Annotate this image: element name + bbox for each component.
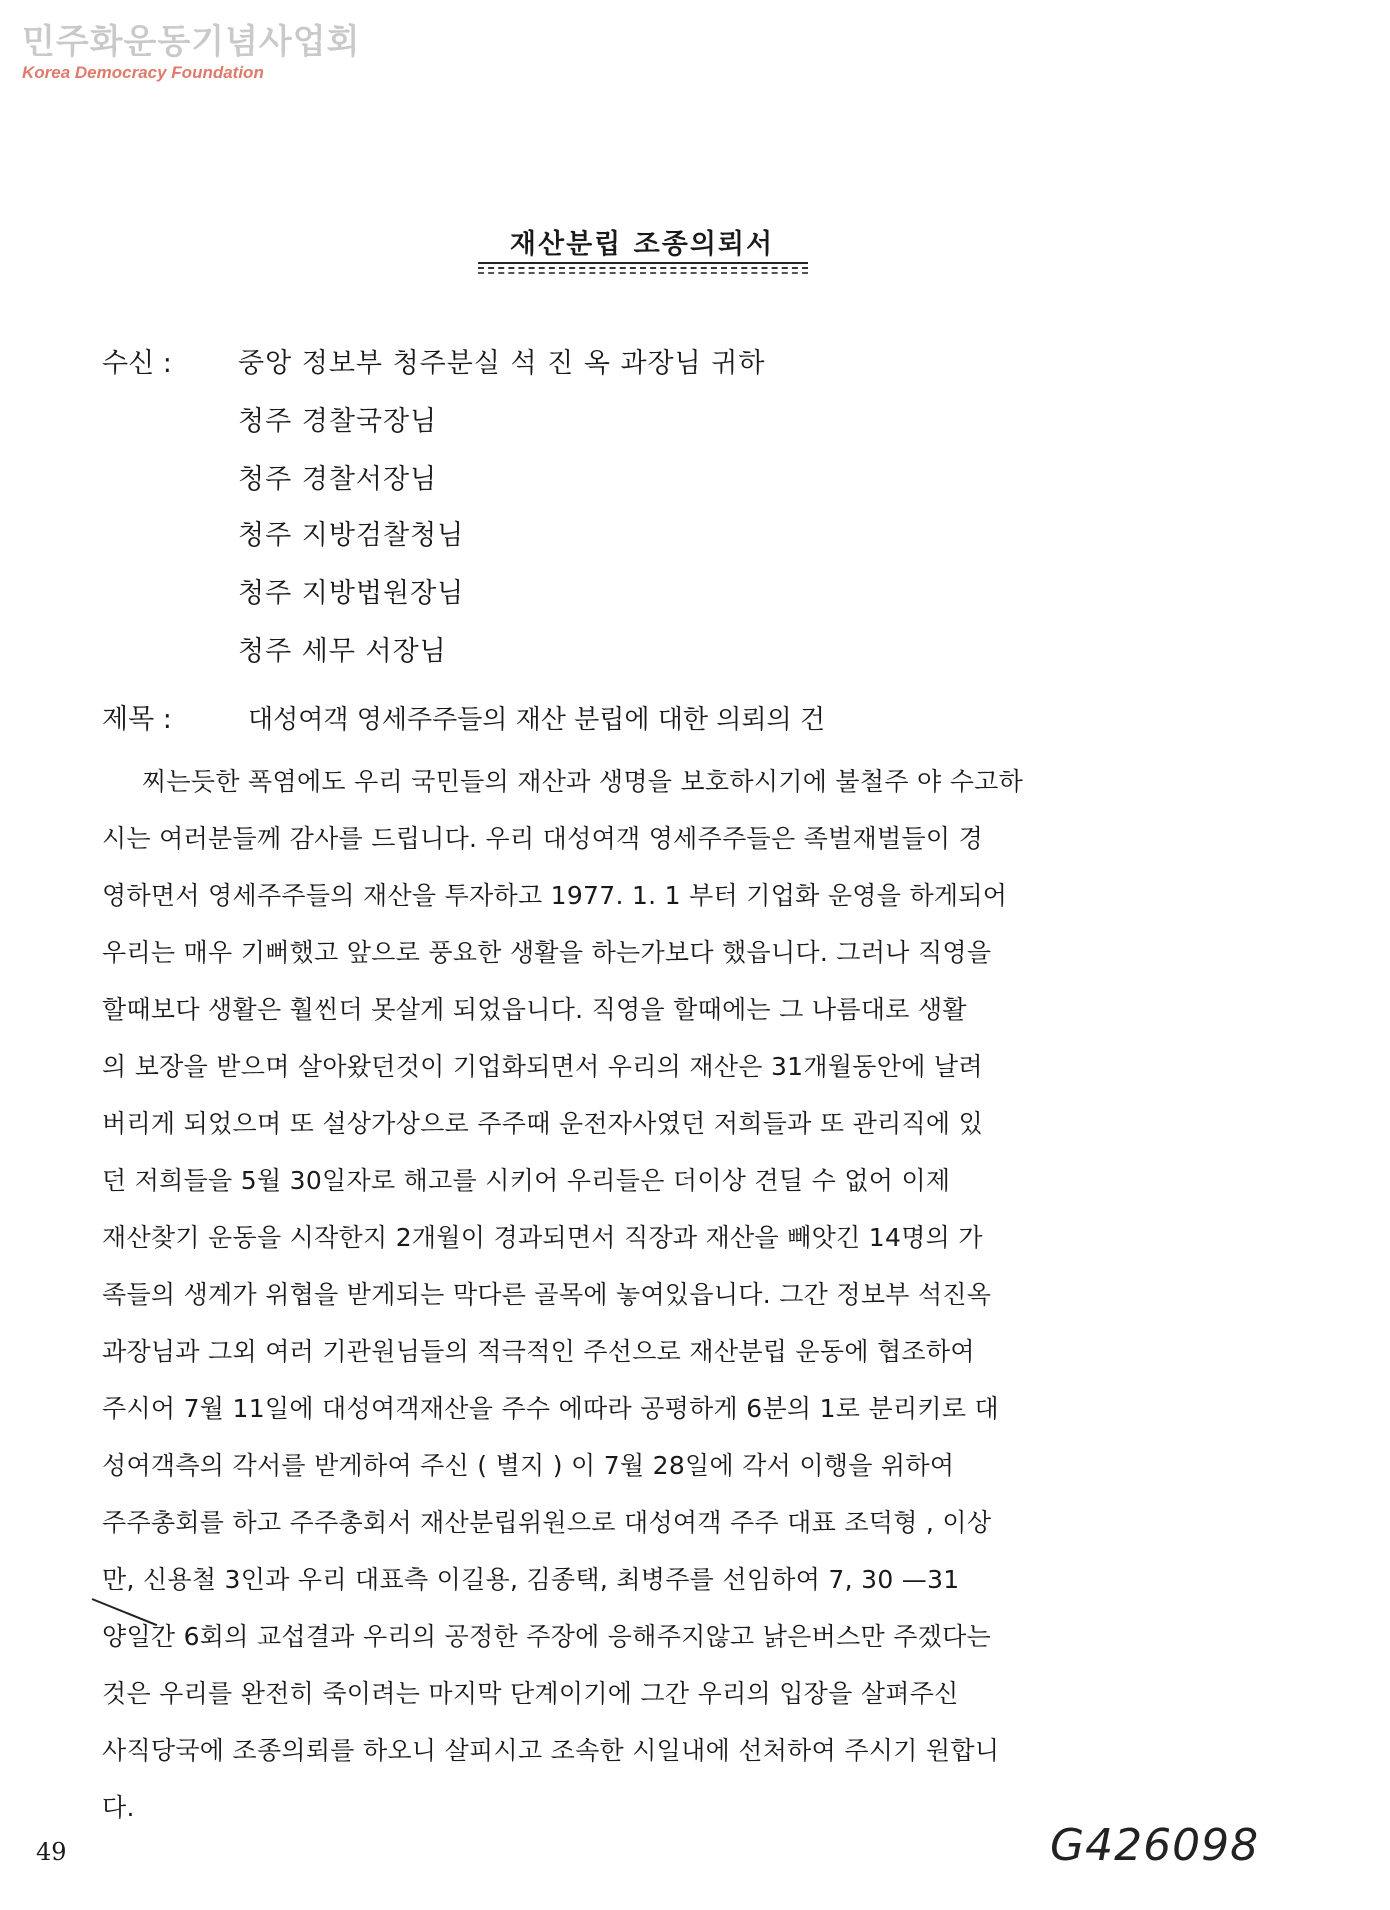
page-number: 49 (36, 1838, 67, 1866)
body-line: 것은 우리를 완전히 죽이려는 마지막 단계이기에 그간 우리의 입장을 살펴주신 (102, 1679, 959, 1708)
document-title: 재산분립 조종의뢰서 (509, 229, 775, 260)
subject-label: 제목 : (102, 704, 172, 735)
body-line: 과장님과 그외 여러 기관원님들의 적극적인 주선으로 재산분립 운동에 협조하여 (102, 1337, 975, 1366)
body-line: 우리는 매우 기뻐했고 앞으로 풍요한 생활을 하는가보다 했읍니다. 그러나 직영을 (102, 938, 992, 967)
title-underline (478, 262, 808, 274)
body-line: 다. (102, 1793, 135, 1822)
subject-text: 대성여객 영세주주들의 재산 분립에 대한 의뢰의 건 (248, 705, 826, 735)
recipient-line: 청주 지방검찰청님 (238, 520, 465, 551)
body-line: 찌는듯한 폭염에도 우리 국민들의 재산과 생명을 보호하시기에 불철주 야 수고하 (142, 767, 1024, 796)
body-line: 성여객측의 각서를 받게하여 주신 ( 별지 ) 이 7월 28일에 각서 이행을 위하여 (102, 1451, 955, 1480)
body-line: 영하면서 영세주주들의 재산을 투자하고 1977. 1. 1 부터 기업화 운영을 하게되어 (102, 881, 1008, 910)
recipient-line: 청주 지방법원장님 (238, 578, 465, 609)
body-line: 만, 신용철 3인과 우리 대표측 이길용, 김종택, 최병주를 선임하여 7, 30 —31 (102, 1565, 960, 1594)
body-line: 족들의 생계가 위협을 받게되는 막다른 골목에 놓여있읍니다. 그간 정보부 석진옥 (102, 1280, 992, 1309)
recipient-line: 청주 세무 서장님 (238, 636, 447, 667)
body-line: 할때보다 생활은 훨씬더 못살게 되었읍니다. 직영을 할때에는 그 나름대로 생활 (102, 995, 967, 1024)
recipient-line: 중앙 정보부 청주분실 석 진 옥 과장님 귀하 (238, 348, 766, 379)
body-line: 재산찾기 운동을 시작한지 2개월이 경과되면서 직장과 재산을 빼앗긴 14명의 가 (102, 1223, 983, 1252)
watermark-english: Korea Democracy Foundation (22, 63, 264, 82)
body-line: 던 저희들을 5월 30일자로 해고를 시키어 우리들은 더이상 견딜 수 없어 이제 (102, 1166, 951, 1195)
body-line: 시는 여러분들께 감사를 드립니다. 우리 대성여객 영세주주들은 족벌재벌들이 경 (102, 824, 984, 853)
body-line: 양일간 6회의 교섭결과 우리의 공정한 주장에 응해주지않고 낡은버스만 주겠다는 (102, 1622, 992, 1651)
watermark-logo (22, 22, 360, 84)
body-line: 버리게 되었으며 또 설상가상으로 주주때 운전자사였던 저희들과 또 관리직에 있 (102, 1109, 984, 1138)
body-line: 의 보장을 받으며 살아왔던것이 기업화되면서 우리의 재산은 31개월동안에 날려 (102, 1052, 983, 1081)
watermark-korean: 민주화운동기념사업회 (22, 22, 361, 62)
recipient-line: 청주 경찰서장님 (238, 464, 438, 495)
document-code: G426098 (1050, 1820, 1260, 1871)
recipient-line: 청주 경찰국장님 (238, 406, 438, 437)
body-line: 사직당국에 조종의뢰를 하오니 살피시고 조속한 시일내에 선처하여 주시기 원합니 (102, 1736, 1000, 1765)
recipient-label: 수신 : (102, 348, 172, 379)
body-line: 주시어 7월 11일에 대성여객재산을 주수 에따라 공평하게 6분의 1로 분리키로 대 (102, 1394, 999, 1423)
body-line: 주주총회를 하고 주주총회서 재산분립위원으로 대성여객 주주 대표 조덕형 , 이상 (102, 1508, 992, 1537)
